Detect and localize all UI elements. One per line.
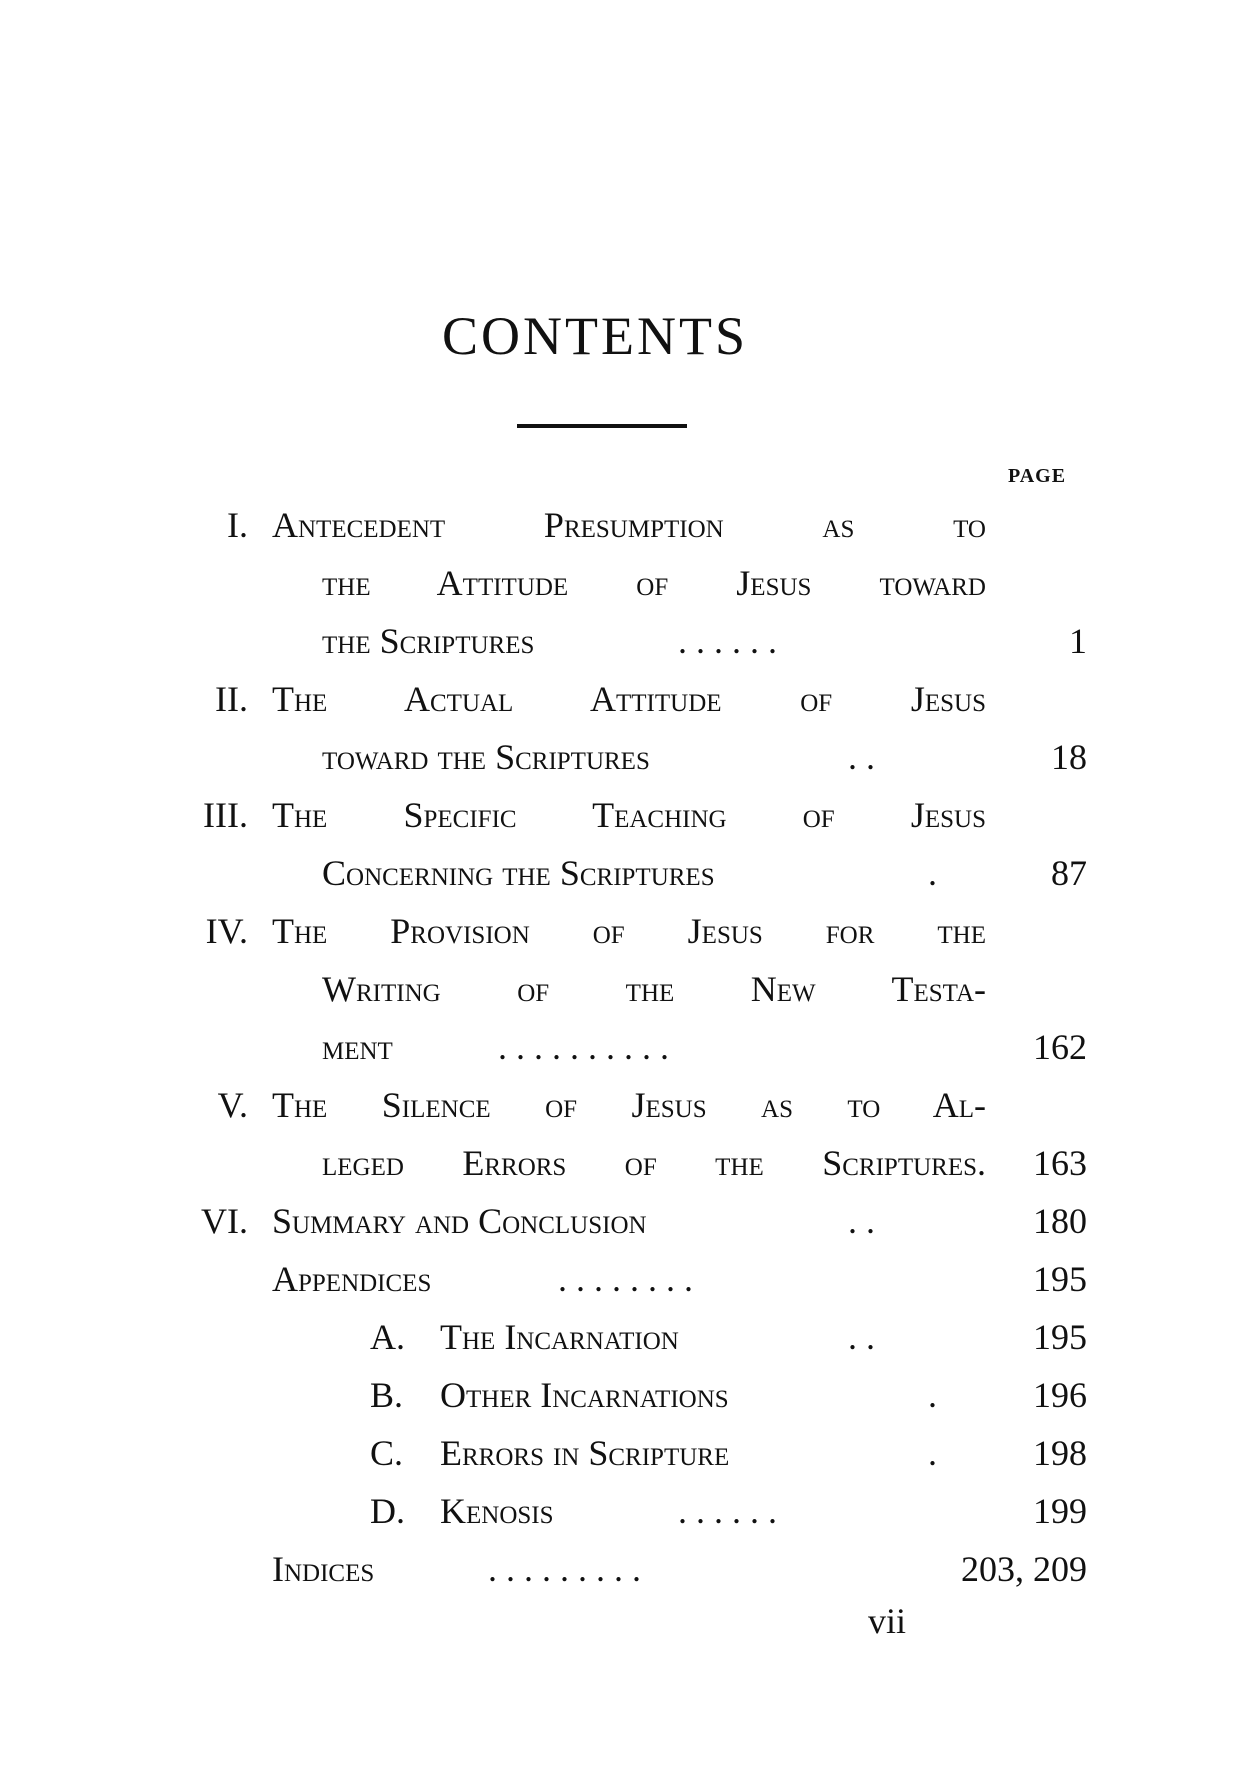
toc-entry-5-line-2 bbox=[0, 1134, 1259, 1192]
page-number: 1 bbox=[1069, 621, 1087, 661]
appendix-letter: B. bbox=[370, 1375, 404, 1415]
toc-entry-4-line-3 bbox=[0, 1018, 1259, 1076]
chapter-title-line: ment bbox=[322, 1027, 393, 1067]
chapter-title-line: toward the Scriptures bbox=[322, 737, 650, 777]
appendix-title: The Incarnation bbox=[440, 1317, 679, 1357]
appendix-title: Other Incarnations bbox=[440, 1375, 729, 1415]
chapter-title-line: Antecedent Presumption as to bbox=[272, 505, 986, 545]
title-rule bbox=[517, 424, 687, 428]
toc-indices bbox=[0, 1540, 1259, 1598]
toc-appendix-a bbox=[0, 1308, 1259, 1366]
toc-entry-6-line-1 bbox=[0, 1192, 1259, 1250]
toc-entry-5-line-1 bbox=[0, 1076, 1259, 1134]
toc-entry-1-line-1 bbox=[0, 496, 1259, 554]
toc-appendix-d bbox=[0, 1482, 1259, 1540]
appendix-letter: D. bbox=[370, 1491, 405, 1531]
chapter-numeral: III. bbox=[203, 795, 248, 835]
chapter-title-line: The Provision of Jesus for the bbox=[272, 911, 986, 951]
chapter-numeral: II. bbox=[215, 679, 248, 719]
toc-entry-3-line-1 bbox=[0, 786, 1259, 844]
leader-dots: . . bbox=[848, 1201, 875, 1241]
page-number: 163 bbox=[1033, 1143, 1087, 1183]
leader-dots: . bbox=[928, 853, 937, 893]
page-column-header: PAGE bbox=[1008, 465, 1067, 487]
page-number: 196 bbox=[1033, 1375, 1087, 1415]
leader-dots: . bbox=[928, 1433, 937, 1473]
page-number: 195 bbox=[1033, 1317, 1087, 1357]
page-number: 18 bbox=[1051, 737, 1087, 777]
page-number: 162 bbox=[1033, 1027, 1087, 1067]
page-number: 199 bbox=[1033, 1491, 1087, 1531]
leader-dots: . . . . . . . . bbox=[558, 1259, 693, 1299]
toc-appendix-c bbox=[0, 1424, 1259, 1482]
leader-dots: . . bbox=[848, 737, 875, 777]
appendices-label: Appendices bbox=[272, 1259, 432, 1299]
chapter-title-line: The Specific Teaching of Jesus bbox=[272, 795, 986, 835]
page-number: 180 bbox=[1033, 1201, 1087, 1241]
toc-entry-1-line-2 bbox=[0, 554, 1259, 612]
appendix-title: Errors in Scripture bbox=[440, 1433, 730, 1473]
appendix-letter: A. bbox=[370, 1317, 405, 1357]
toc-entry-3-line-2 bbox=[0, 844, 1259, 902]
chapter-title-line: Concerning the Scriptures bbox=[322, 853, 715, 893]
chapter-title-line: Summary and Conclusion bbox=[272, 1201, 647, 1241]
leader-dots: . . . . . . bbox=[678, 621, 777, 661]
leader-dots: . bbox=[928, 1375, 937, 1415]
appendix-letter: C. bbox=[370, 1433, 404, 1473]
toc-appendix-b bbox=[0, 1366, 1259, 1424]
chapter-numeral: I. bbox=[227, 505, 248, 545]
chapter-title-line: leged Errors of the Scriptures. bbox=[322, 1143, 986, 1183]
leader-dots: . . bbox=[848, 1317, 875, 1357]
indices-label: Indices bbox=[272, 1549, 375, 1589]
toc-appendices bbox=[0, 1250, 1259, 1308]
page-title: CONTENTS bbox=[442, 306, 748, 366]
page-number: 203, 209 bbox=[961, 1549, 1087, 1589]
leader-dots: . . . . . . bbox=[678, 1491, 777, 1531]
toc-entry-4-line-2 bbox=[0, 960, 1259, 1018]
chapter-numeral: V. bbox=[217, 1085, 248, 1125]
toc-entry-1-line-3 bbox=[0, 612, 1259, 670]
chapter-title-line: the Scriptures bbox=[322, 621, 535, 661]
leader-dots: . . . . . . . . . bbox=[488, 1549, 641, 1589]
page-number: 198 bbox=[1033, 1433, 1087, 1473]
chapter-title-line: the Attitude of Jesus toward bbox=[322, 563, 986, 603]
toc-entry-2-line-1 bbox=[0, 670, 1259, 728]
chapter-numeral: VI. bbox=[201, 1201, 248, 1241]
folio-number: vii bbox=[868, 1601, 907, 1641]
chapter-title-line: Writing of the New Testa- bbox=[322, 969, 986, 1009]
chapter-title-line: The Silence of Jesus as to Al- bbox=[272, 1085, 986, 1125]
page-number: 87 bbox=[1051, 853, 1087, 893]
toc-entry-4-line-1 bbox=[0, 902, 1259, 960]
page-number: 195 bbox=[1033, 1259, 1087, 1299]
leader-dots: . . . . . . . . . . bbox=[498, 1027, 669, 1067]
toc-entry-2-line-2 bbox=[0, 728, 1259, 786]
appendix-title: Kenosis bbox=[440, 1491, 554, 1531]
chapter-title-line: The Actual Attitude of Jesus bbox=[272, 679, 986, 719]
chapter-numeral: IV. bbox=[205, 911, 248, 951]
